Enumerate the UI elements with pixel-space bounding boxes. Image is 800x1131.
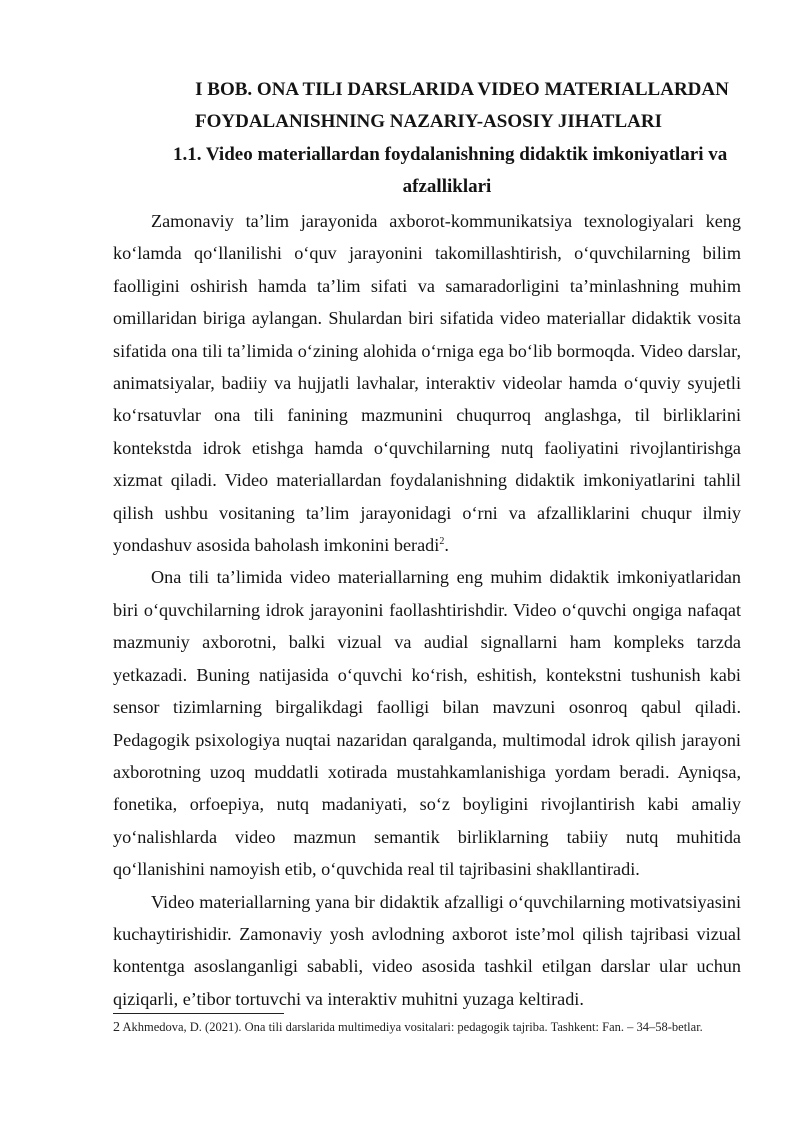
chapter-heading-line-2: FOYDALANISHNING NAZARIY-ASOSIY JIHATLARI: [195, 111, 662, 132]
paragraph-2: Ona tili ta’limida video materiallarning eng muhim didaktik imkoniyatlaridan biri o‘quvchilarning idrok jarayonini faollashtirishdir. Video o‘quvchi ongiga nafaqat mazmuniy axborotni, balki vizual va audial signallarni ham kompleks tarzda yetkazadi. Buning natijasida o‘quvchi ko‘rish, eshitish, kontekstni tushunish kabi sensor tizimlarning birgalikdagi faolligi bilan mavzuni osonroq qabul qiladi. Pedagogik psixologiya nuqtai nazaridan qaralganda, multimodal idrok qilish jarayoni axborotning uzoq muddatli xotirada mustahkamlanishiga yordam beradi. Ayniqsa, fonetika, orfoepiya, nutq madaniyati, so‘z boyligini rivojlantirish kabi amaliy yo‘nalishlarda video mazmun semantik birliklarning tabiiy nutq muhitida qo‘llanishini namoyish etib, o‘quvchida real til tajribasini shakllantiradi.: [113, 567, 741, 880]
paragraph-1-text: Zamonaviy ta’lim jarayonida axborot-kommunikatsiya texnologiyalari keng ko‘lamda qo‘llanilishi o‘quv jarayonini takomillashtirish, o‘quvchilarning bilim faolligini oshirish hamda ta’lim sifati va samaradorligini ta’minlashning muhim omillaridan biriga aylangan. Shulardan biri sifatida video materiallar didaktik vosita sifatida ona tili ta’limida o‘zining alohida o‘rniga ega bo‘lib bormoqda. Video darslar, animatsiyalar, badiiy va hujjatli lavhalar, interaktiv videolar hamda o‘quviy syujetli ko‘rsatuvlar ona tili fanining mazmunini chuqurroq anglashga, til birliklarini kontekstda idrok etishga hamda o‘quvchilarning nutq faoliyatini rivojlantirishga xizmat qiladi. Video materiallardan foydalanishning didaktik imkoniyatlarini tahlil qilish ushbu vositaning ta’lim jarayonidagi o‘rni va afzalliklarini chuqur ilmiy yondashuv asosida baholash imkonini beradi: [113, 211, 741, 556]
chapter-heading-line-1: I BOB. ONA TILI DARSLARIDA VIDEO MATERIALLARDAN: [195, 79, 729, 100]
paragraph-1-end: .: [444, 535, 449, 556]
section-heading: [113, 139, 741, 203]
paragraph-3: Video materiallarning yana bir didaktik afzalligi o‘quvchilarning motivatsiyasini kuchaytirishidir. Zamonaviy yosh avlodning axborot iste’mol qilish tajribasi vizual kontentga asoslanganligi sababli, video asosida tashkil etilgan darslar ular uchun qiziqarli, e’tibor tortuvchi va interaktiv muhitni yuzaga keltiradi.: [113, 891, 741, 1009]
section-heading-line-2: afzalliklari: [402, 176, 492, 197]
section-heading-line-1: 1.1. Video materiallardan foydalanishning didaktik imkoniyatlari va: [173, 144, 728, 165]
footnote-text: Akhmedova, D. (2021). Ona tili darslarida multimediya vositalari: pedagogik tajriba. Tashkent: Fan. – 34–58-betlar.: [122, 1020, 703, 1034]
chapter-heading: [113, 74, 741, 138]
footnote: [113, 1019, 713, 1036]
footnote-separator: [113, 1013, 284, 1014]
footnote-number: 2: [113, 1020, 120, 1035]
body-text: [113, 205, 741, 1015]
paragraph-1: [113, 205, 741, 561]
footnote-reference: 2: [439, 536, 445, 547]
